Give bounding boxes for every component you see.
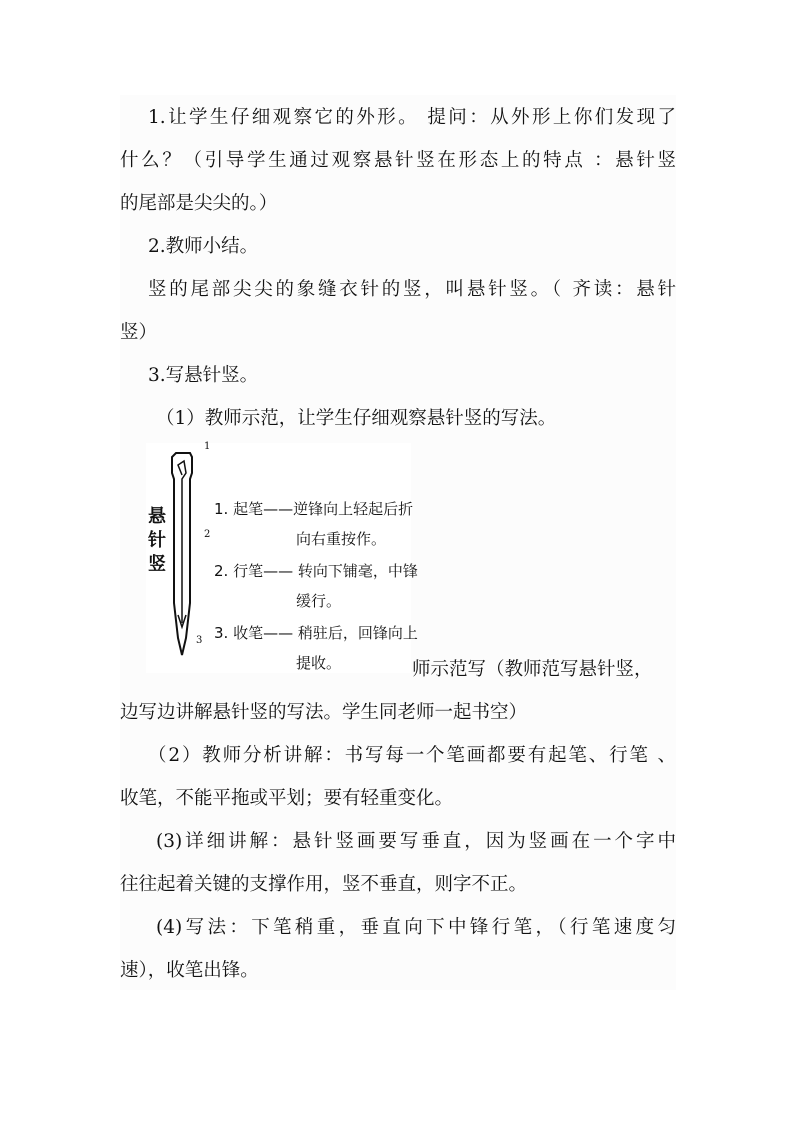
- stroke-diagram: [146, 441, 418, 673]
- figure-number-3: 3: [196, 635, 203, 646]
- paragraph-3-line-1: 竖的尾部尖尖的象缝衣针的竖，叫悬针竖。（ 齐读：悬针: [148, 279, 676, 300]
- paragraph-8-line-2: 往往起着关键的支撑作用，竖不垂直，则字不正。: [120, 874, 528, 895]
- figure-step-1-b: 向右重按作。: [296, 530, 387, 548]
- paragraph-1-line-2: 什么？（引导学生通过观察悬针竖在形态上的特点 ：悬针竖: [120, 150, 676, 171]
- paragraph-6-line-1: 师示范写（教师范写悬针竖，: [412, 659, 653, 680]
- paragraph-5: （1）教师示范，让学生仔细观察悬针竖的写法。: [156, 408, 557, 429]
- paragraph-7-line-1: （2）教师分析讲解：书写每一个笔画都要有起笔、行笔 、: [148, 745, 676, 766]
- figure-number-2: 2: [204, 529, 211, 540]
- paragraph-7-line-2: 收笔，不能平拖或平划；要有轻重变化。: [120, 788, 454, 809]
- paragraph-1-line-3: 的尾部是尖尖的。）: [120, 193, 278, 214]
- paragraph-9-line-1: (4)写法：下笔稍重，垂直向下中锋行笔，（行笔速度匀: [156, 917, 676, 938]
- figure-step-3-b: 提收。: [296, 654, 342, 672]
- paragraph-6-line-2: 边写边讲解悬针竖的写法。学生同老师一起书空）: [120, 702, 528, 723]
- paragraph-9-line-2: 速），收笔出锋。: [120, 960, 259, 981]
- figure-step-2-a: 2. 行笔—— 转向下铺毫，中锋: [214, 562, 418, 580]
- figure-number-1: 1: [204, 441, 211, 452]
- paragraph-1-line-1: 1.让学生仔细观察它的外形。 提问：从外形上你们发现了: [148, 107, 676, 128]
- paragraph-4: 3.写悬针竖。: [148, 365, 259, 386]
- document-body: [120, 95, 676, 990]
- figure-title: 悬针竖: [148, 506, 166, 575]
- figure-step-1-a: 1. 起笔——逆锋向上轻起后折: [214, 500, 414, 518]
- paragraph-2: 2.教师小结。: [148, 236, 259, 257]
- figure-step-3-a: 3. 收笔—— 稍驻后，回锋向上: [214, 624, 418, 642]
- figure-step-2-b: 缓行。: [296, 592, 342, 610]
- paragraph-3-line-2: 竖）: [120, 322, 158, 343]
- paragraph-8-line-1: (3)详细讲解：悬针竖画要写垂直，因为竖画在一个字中: [156, 831, 676, 852]
